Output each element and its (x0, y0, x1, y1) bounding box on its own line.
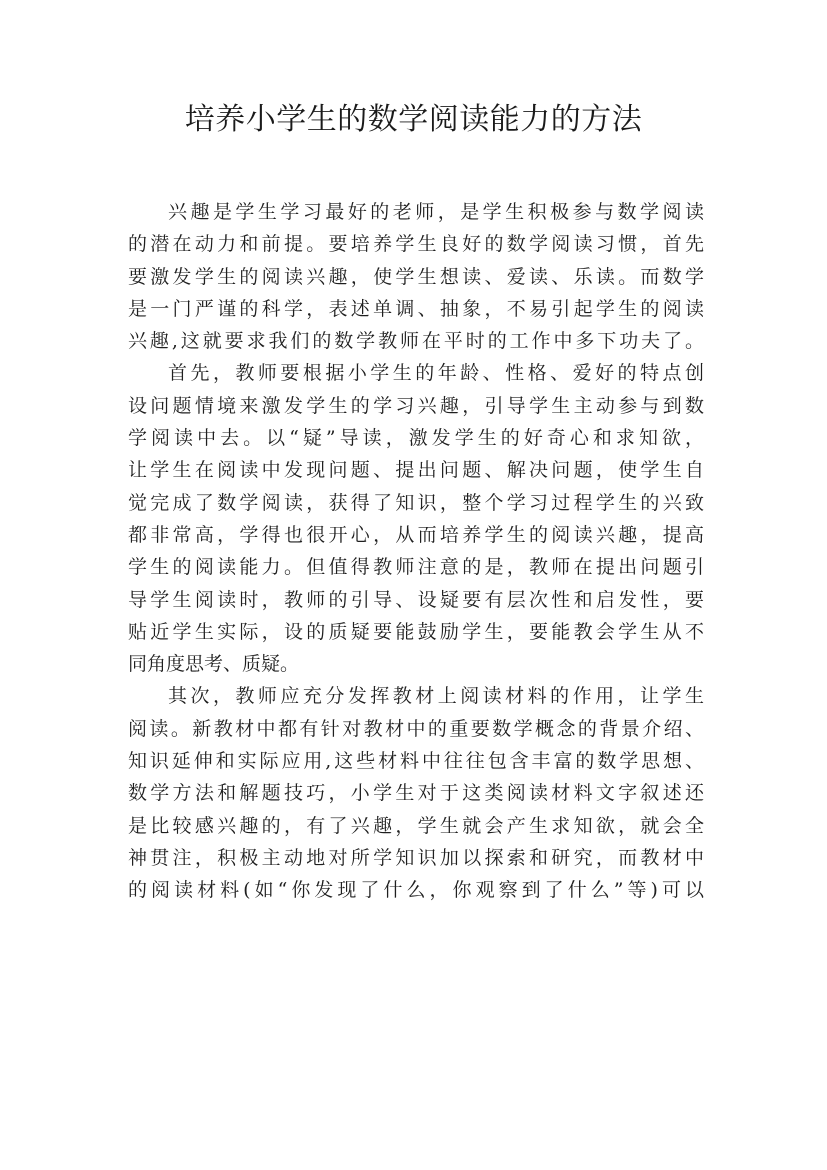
text-line: 阅读。新教材中都有针对教材中的重要数学概念的背景介绍、 (128, 717, 704, 740)
text-line: 神贯注，积极主动地对所学知识加以探索和研究，而教材中 (128, 846, 704, 869)
text-line: 兴趣是学生学习最好的老师，是学生积极参与数学阅读 (168, 201, 704, 223)
paragraph-1 (128, 196, 704, 357)
text-line: 学阅读中去。以“疑”导读，激发学生的好奇心和求知欲， (128, 427, 704, 450)
text-line: 觉完成了数学阅读，获得了知识，整个学习过程学生的兴致 (128, 491, 704, 514)
text-line: 其次，教师应充分发挥教材上阅读材料的作用，让学生 (168, 685, 704, 708)
text-line: 数学方法和解题技巧，小学生对于这类阅读材料文字叙述还 (128, 782, 704, 805)
text-line: 设问题情境来激发学生的学习兴趣，引导学生主动参与到数 (128, 394, 704, 417)
text-line: 首先，教师要根据小学生的年龄、性格、爱好的特点创 (168, 362, 704, 385)
text-line: 是比较感兴趣的，有了兴趣，学生就会产生求知欲，就会全 (128, 814, 704, 837)
text-line: 的阅读材料(如“你发现了什么，你观察到了什么”等)可以 (128, 879, 704, 902)
text-line: 导学生阅读时，教师的引导、设疑要有层次性和启发性，要 (128, 588, 704, 611)
document-title: 培养小学生的数学阅读能力的方法 (184, 102, 643, 137)
text-line: 都非常高，学得也很开心，从而培养学生的阅读兴趣，提高 (128, 523, 704, 546)
paragraph-3 (128, 680, 704, 906)
document-body (128, 196, 704, 907)
text-line: 的潜在动力和前提。要培养学生良好的数学阅读习惯，首先 (128, 233, 704, 256)
text-line: 学生的阅读能力。但值得教师注意的是，教师在提出问题引 (128, 556, 704, 579)
text-line: 让学生在阅读中发现问题、提出问题、解决问题，使学生自 (128, 459, 704, 482)
text-line: 知识延伸和实际应用,这些材料中往往包含丰富的数学思想、 (128, 750, 704, 773)
text-line: 同角度思考、质疑。 (128, 653, 300, 676)
text-line: 贴近学生实际，设的质疑要能鼓励学生，要能教会学生从不 (128, 620, 704, 643)
text-line: 是一门严谨的科学，表述单调、抽象，不易引起学生的阅读 (128, 297, 704, 320)
paragraph-2 (128, 357, 704, 680)
text-line: 兴趣,这就要求我们的数学教师在平时的工作中多下功夫了。 (128, 330, 704, 353)
text-line: 要激发学生的阅读兴趣，使学生想读、爱读、乐读。而数学 (128, 265, 704, 288)
